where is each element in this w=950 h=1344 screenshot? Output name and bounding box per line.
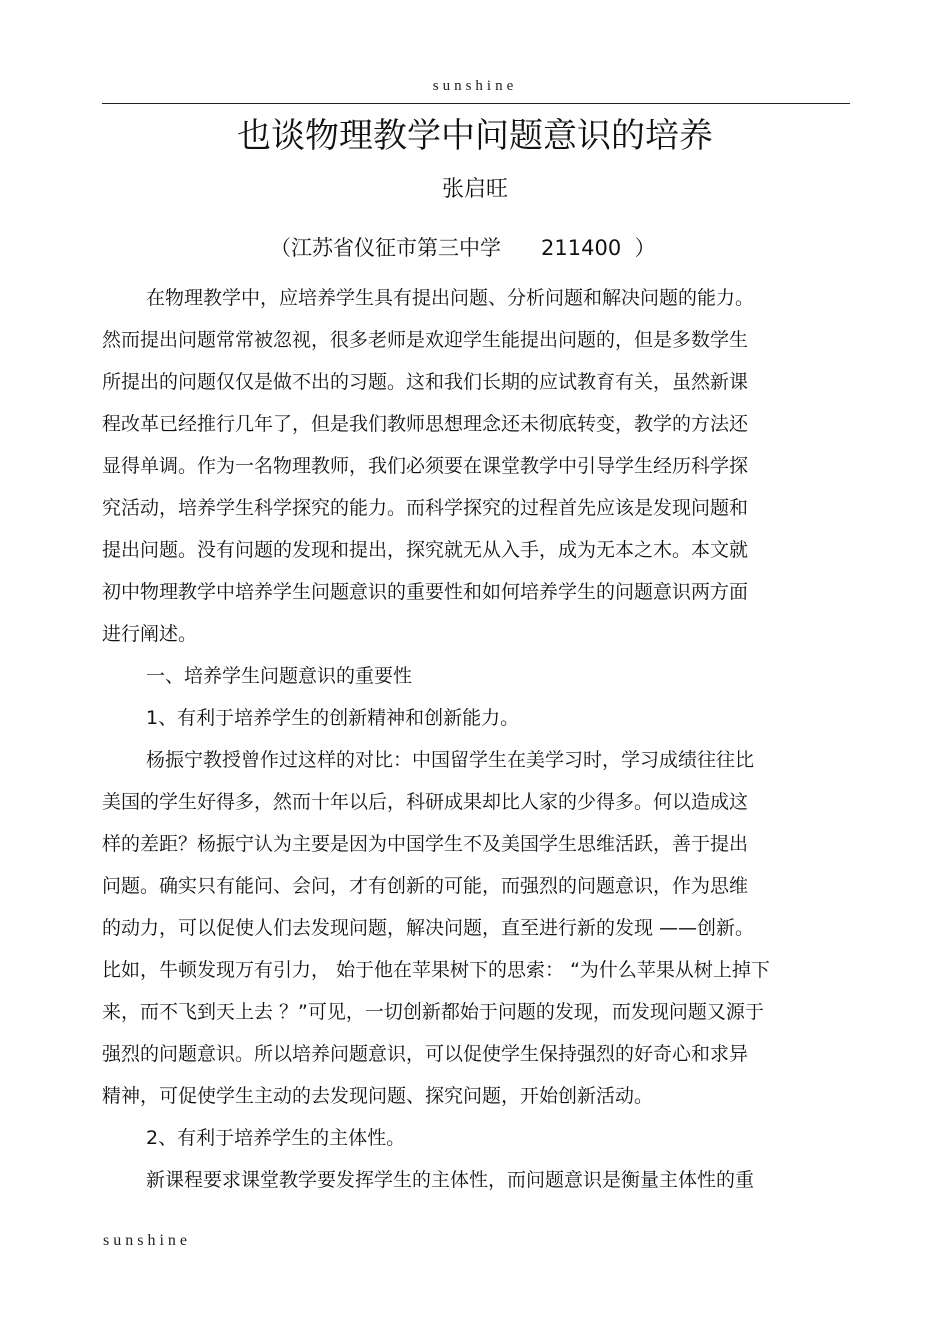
text-line: 强烈的问题意识。所以培养问题意识，可以促使学生保持强烈的好奇心和求异	[102, 1043, 749, 1065]
section-heading: 一、培养学生问题意识的重要性	[146, 665, 413, 687]
text-line: 精神，可促使学生主动的去发现问题、探究问题，开始创新活动。	[102, 1085, 654, 1107]
text-line: 问题。确实只有能问、会问，才有创新的可能，而强烈的问题意识，作为思维	[102, 875, 749, 897]
text-line: 程改革已经推行几年了，但是我们教师思想理念还未彻底转变，教学的方法还	[102, 413, 749, 435]
author-name: 张启旺	[441, 177, 508, 202]
subsection-heading: 1、有利于培养学生的创新精神和创新能力。	[146, 707, 520, 729]
text-line: 究活动，培养学生科学探究的能力。而科学探究的过程首先应该是发现问题和	[102, 497, 749, 519]
text-line: 美国的学生好得多，然而十年以后，科研成果却比人家的少得多。何以造成这	[102, 791, 749, 813]
author-affiliation: （江苏省仪征市第三中学 211400 ）	[270, 236, 656, 260]
header-rule	[102, 103, 850, 104]
article-body	[102, 280, 842, 1204]
text-line: 在物理教学中，应培养学生具有提出问题、分析问题和解决问题的能力。	[146, 287, 755, 309]
text-line: 进行阐述。	[102, 623, 198, 645]
text-line: 所提出的问题仅仅是做不出的习题。这和我们长期的应试教育有关，虽然新课	[102, 371, 749, 393]
subsection-heading: 2、有利于培养学生的主体性。	[146, 1127, 406, 1149]
text-line: 然而提出问题常常被忽视，很多老师是欢迎学生能提出问题的，但是多数学生	[102, 329, 749, 351]
text-line: 来，而不飞到天上去 ？”可见，一切创新都始于问题的发现，而发现问题又源于	[102, 1001, 764, 1023]
text-line: 初中物理教学中培养学生问题意识的重要性和如何培养学生的问题意识两方面	[102, 581, 749, 603]
document-title: 也谈物理教学中问题意识的培养	[237, 116, 713, 156]
page-footer: sunshine	[103, 1232, 191, 1249]
text-line: 比如，牛顿发现万有引力， 始于他在苹果树下的思索： “为什么苹果从树上掉下	[102, 959, 770, 981]
text-line: 样的差距？杨振宁认为主要是因为中国学生不及美国学生思维活跃，善于提出	[102, 833, 749, 855]
text-line: 新课程要求课堂教学要发挥学生的主体性，而问题意识是衡量主体性的重	[146, 1169, 755, 1191]
page-header: sunshine	[432, 78, 518, 94]
text-line: 提出问题。没有问题的发现和提出，探究就无从入手，成为无本之木。本文就	[102, 539, 749, 561]
text-line: 的动力，可以促使人们去发现问题，解决问题，直至进行新的发现 ——创新。	[102, 917, 755, 939]
text-line: 杨振宁教授曾作过这样的对比：中国留学生在美学习时，学习成绩往往比	[146, 749, 755, 771]
text-line: 显得单调。作为一名物理教师，我们必须要在课堂教学中引导学生经历科学探	[102, 455, 749, 477]
